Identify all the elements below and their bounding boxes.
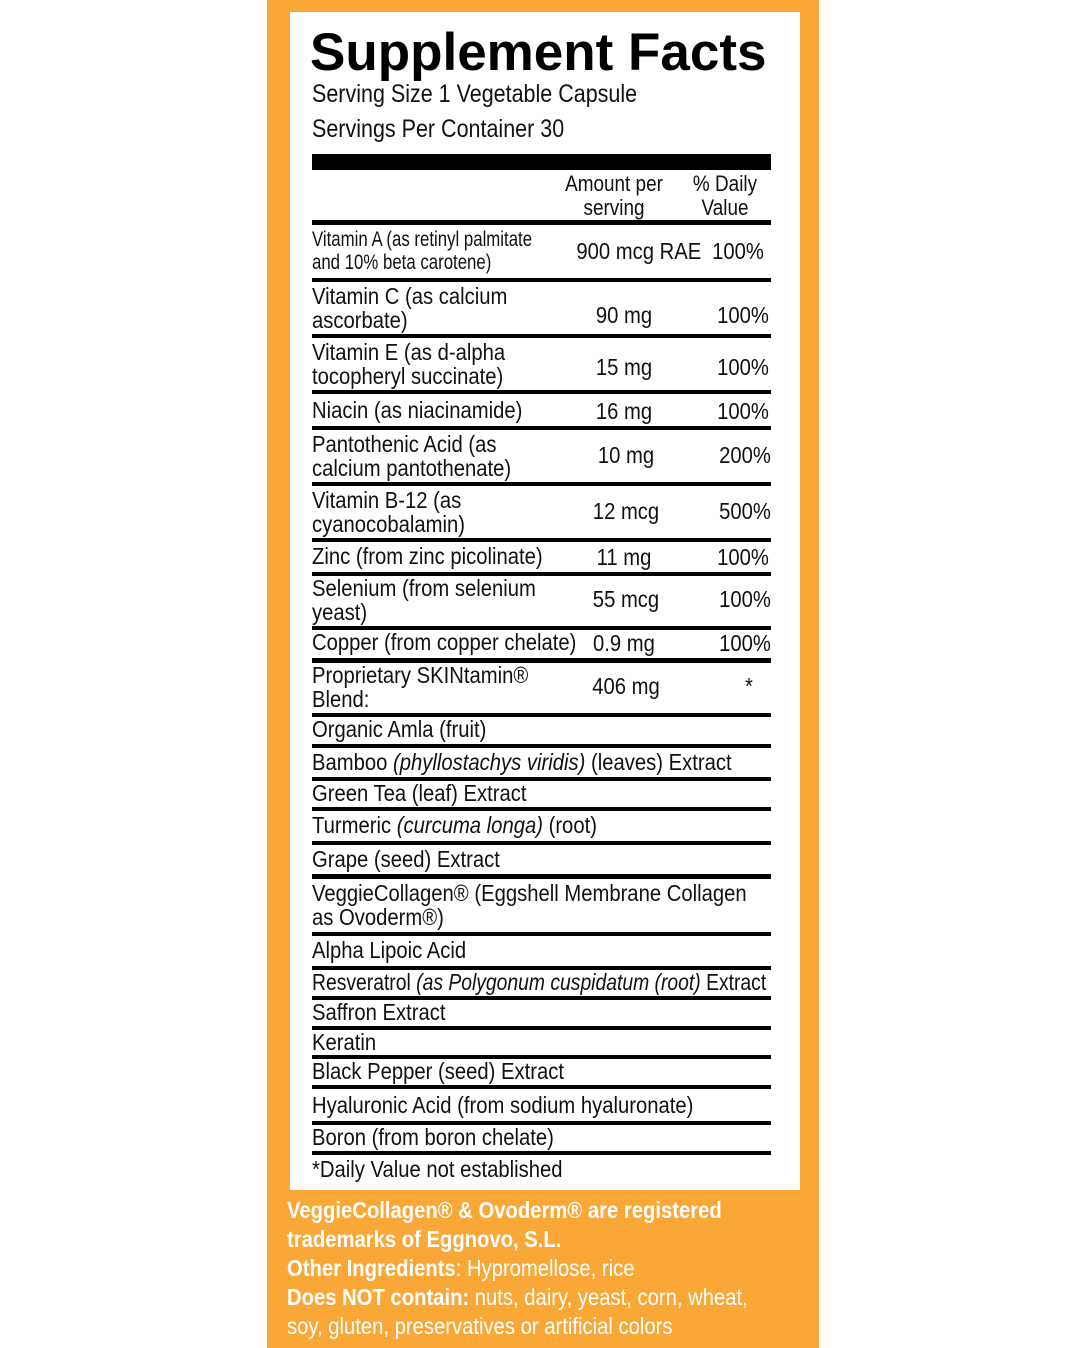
nutrient-name: Copper (from copper chelate) bbox=[312, 629, 577, 655]
nutrient-row bbox=[312, 542, 771, 572]
nutrient-row bbox=[312, 486, 771, 538]
nutrient-name-line2: ascorbate) bbox=[312, 307, 408, 333]
ingredient-name: Resveratrol (as Polygonum cuspidatum (root) Extract bbox=[312, 969, 767, 995]
ingredient-name: Saffron Extract bbox=[312, 999, 446, 1025]
nutrient-name: Vitamin A (as retinyl palmitate bbox=[312, 228, 533, 251]
ingredient-name: Black Pepper (seed) Extract bbox=[312, 1058, 564, 1084]
nutrient-name: Proprietary SKINtamin® bbox=[312, 662, 529, 688]
row-rule bbox=[312, 807, 771, 811]
nutrient-amount: 55 mcg bbox=[592, 586, 660, 612]
nutrient-dv: 500% bbox=[719, 498, 771, 524]
other-ingredients: Other Ingredients: Hypromellose, rice bbox=[287, 1255, 635, 1281]
amount-header-line2: serving bbox=[583, 195, 645, 220]
ingredient-name: Boron (from boron chelate) bbox=[312, 1124, 554, 1150]
row-rule bbox=[312, 1026, 771, 1030]
ingredient-name-line2: as Ovoderm®) bbox=[312, 904, 444, 930]
nutrient-name-line2: yeast) bbox=[312, 599, 368, 625]
ingredient-name: Green Tea (leaf) Extract bbox=[312, 780, 527, 806]
dv-column-header bbox=[686, 172, 763, 220]
nutrient-dv: * bbox=[745, 673, 753, 699]
does-not-contain: Does NOT contain: nuts, dairy, yeast, corn, wheat, bbox=[287, 1284, 748, 1310]
nutrient-amount: 406 mg bbox=[592, 673, 660, 699]
nutrient-dv: 200% bbox=[719, 442, 771, 468]
nutrient-name: Niacin (as niacinamide) bbox=[312, 397, 523, 423]
nutrient-amount: 900 mcg RAE bbox=[576, 238, 702, 264]
nutrient-dv: 100% bbox=[719, 630, 771, 656]
nutrient-amount: 16 mg bbox=[595, 398, 653, 424]
nutrient-name: Vitamin C (as calcium bbox=[312, 283, 508, 309]
nutrient-dv: 100% bbox=[717, 302, 769, 328]
nutrient-name: Zinc (from zinc picolinate) bbox=[312, 543, 543, 569]
servings-per-container: Servings Per Container 30 bbox=[312, 115, 565, 143]
nutrient-dv: 100% bbox=[717, 398, 769, 424]
ingredient-name: Bamboo (phyllostachys viridis) (leaves) Extract bbox=[312, 749, 732, 775]
trademark-notice-line2: trademarks of Eggnovo, S.L. bbox=[287, 1226, 562, 1252]
row-rule bbox=[312, 932, 771, 936]
amount-column-header bbox=[557, 172, 671, 220]
nutrient-amount: 90 mg bbox=[595, 302, 653, 328]
serving-size: Serving Size 1 Vegetable Capsule bbox=[312, 80, 638, 108]
nutrient-row bbox=[312, 430, 771, 482]
nutrient-row-blend bbox=[312, 663, 771, 713]
nutrient-row bbox=[312, 226, 771, 278]
row-rule bbox=[312, 744, 771, 748]
ingredient-name: VeggieCollagen® (Eggshell Membrane Collagen bbox=[312, 880, 747, 906]
footnote-text: *Daily Value not established bbox=[312, 1156, 563, 1182]
nutrient-row bbox=[312, 630, 771, 658]
does-not-contain-line2: soy, gluten, preservatives or artificial colors bbox=[287, 1313, 673, 1339]
nutrient-amount: 10 mg bbox=[597, 442, 655, 468]
nutrient-name-line2: Blend: bbox=[312, 686, 370, 712]
row-rule bbox=[312, 841, 771, 845]
header-rule bbox=[312, 220, 771, 225]
nutrient-row bbox=[312, 282, 771, 334]
row-rule bbox=[312, 1085, 771, 1089]
amount-header-line1: Amount per bbox=[565, 171, 663, 196]
nutrient-name-line2: and 10% beta carotene) bbox=[312, 251, 492, 274]
row-rule bbox=[312, 1151, 771, 1155]
trademark-notice: VeggieCollagen® & Ovoderm® are registered bbox=[287, 1197, 722, 1223]
nutrient-dv: 100% bbox=[712, 238, 764, 264]
nutrient-amount: 0.9 mg bbox=[593, 630, 655, 656]
nutrient-row bbox=[312, 394, 771, 426]
nutrient-amount: 15 mg bbox=[595, 354, 653, 380]
nutrient-amount: 12 mcg bbox=[592, 498, 660, 524]
supplement-facts-label bbox=[290, 12, 800, 1190]
ingredient-name: Hyaluronic Acid (from sodium hyaluronate) bbox=[312, 1092, 694, 1118]
nutrient-row bbox=[312, 576, 771, 626]
ingredient-name: Turmeric (curcuma longa) (root) bbox=[312, 812, 597, 838]
nutrient-name: Vitamin B-12 (as bbox=[312, 487, 462, 513]
ingredient-name: Organic Amla (fruit) bbox=[312, 716, 487, 742]
ingredient-name: Grape (seed) Extract bbox=[312, 846, 500, 872]
ingredient-name: Alpha Lipoic Acid bbox=[312, 937, 467, 963]
nutrient-amount: 11 mg bbox=[596, 544, 652, 570]
nutrient-name-line2: cyanocobalamin) bbox=[312, 511, 466, 537]
footer-info bbox=[287, 1196, 748, 1341]
nutrient-name-line2: tocopheryl succinate) bbox=[312, 363, 504, 389]
nutrient-name: Pantothenic Acid (as bbox=[312, 431, 497, 457]
nutrient-dv: 100% bbox=[719, 586, 771, 612]
nutrient-dv: 100% bbox=[717, 354, 769, 380]
nutrient-name-line2: calcium pantothenate) bbox=[312, 455, 512, 481]
nutrient-name: Selenium (from selenium bbox=[312, 575, 536, 601]
dv-header-line1: % Daily bbox=[692, 171, 758, 196]
row-rule bbox=[312, 874, 771, 879]
label-title: Supplement Facts bbox=[310, 23, 767, 82]
nutrient-name: Vitamin E (as d-alpha bbox=[312, 339, 506, 365]
ingredient-name: Keratin bbox=[312, 1029, 377, 1055]
dv-header-line2: Value bbox=[701, 195, 749, 220]
nutrient-row bbox=[312, 338, 771, 390]
thick-divider bbox=[312, 154, 771, 170]
nutrient-dv: 100% bbox=[717, 544, 769, 570]
